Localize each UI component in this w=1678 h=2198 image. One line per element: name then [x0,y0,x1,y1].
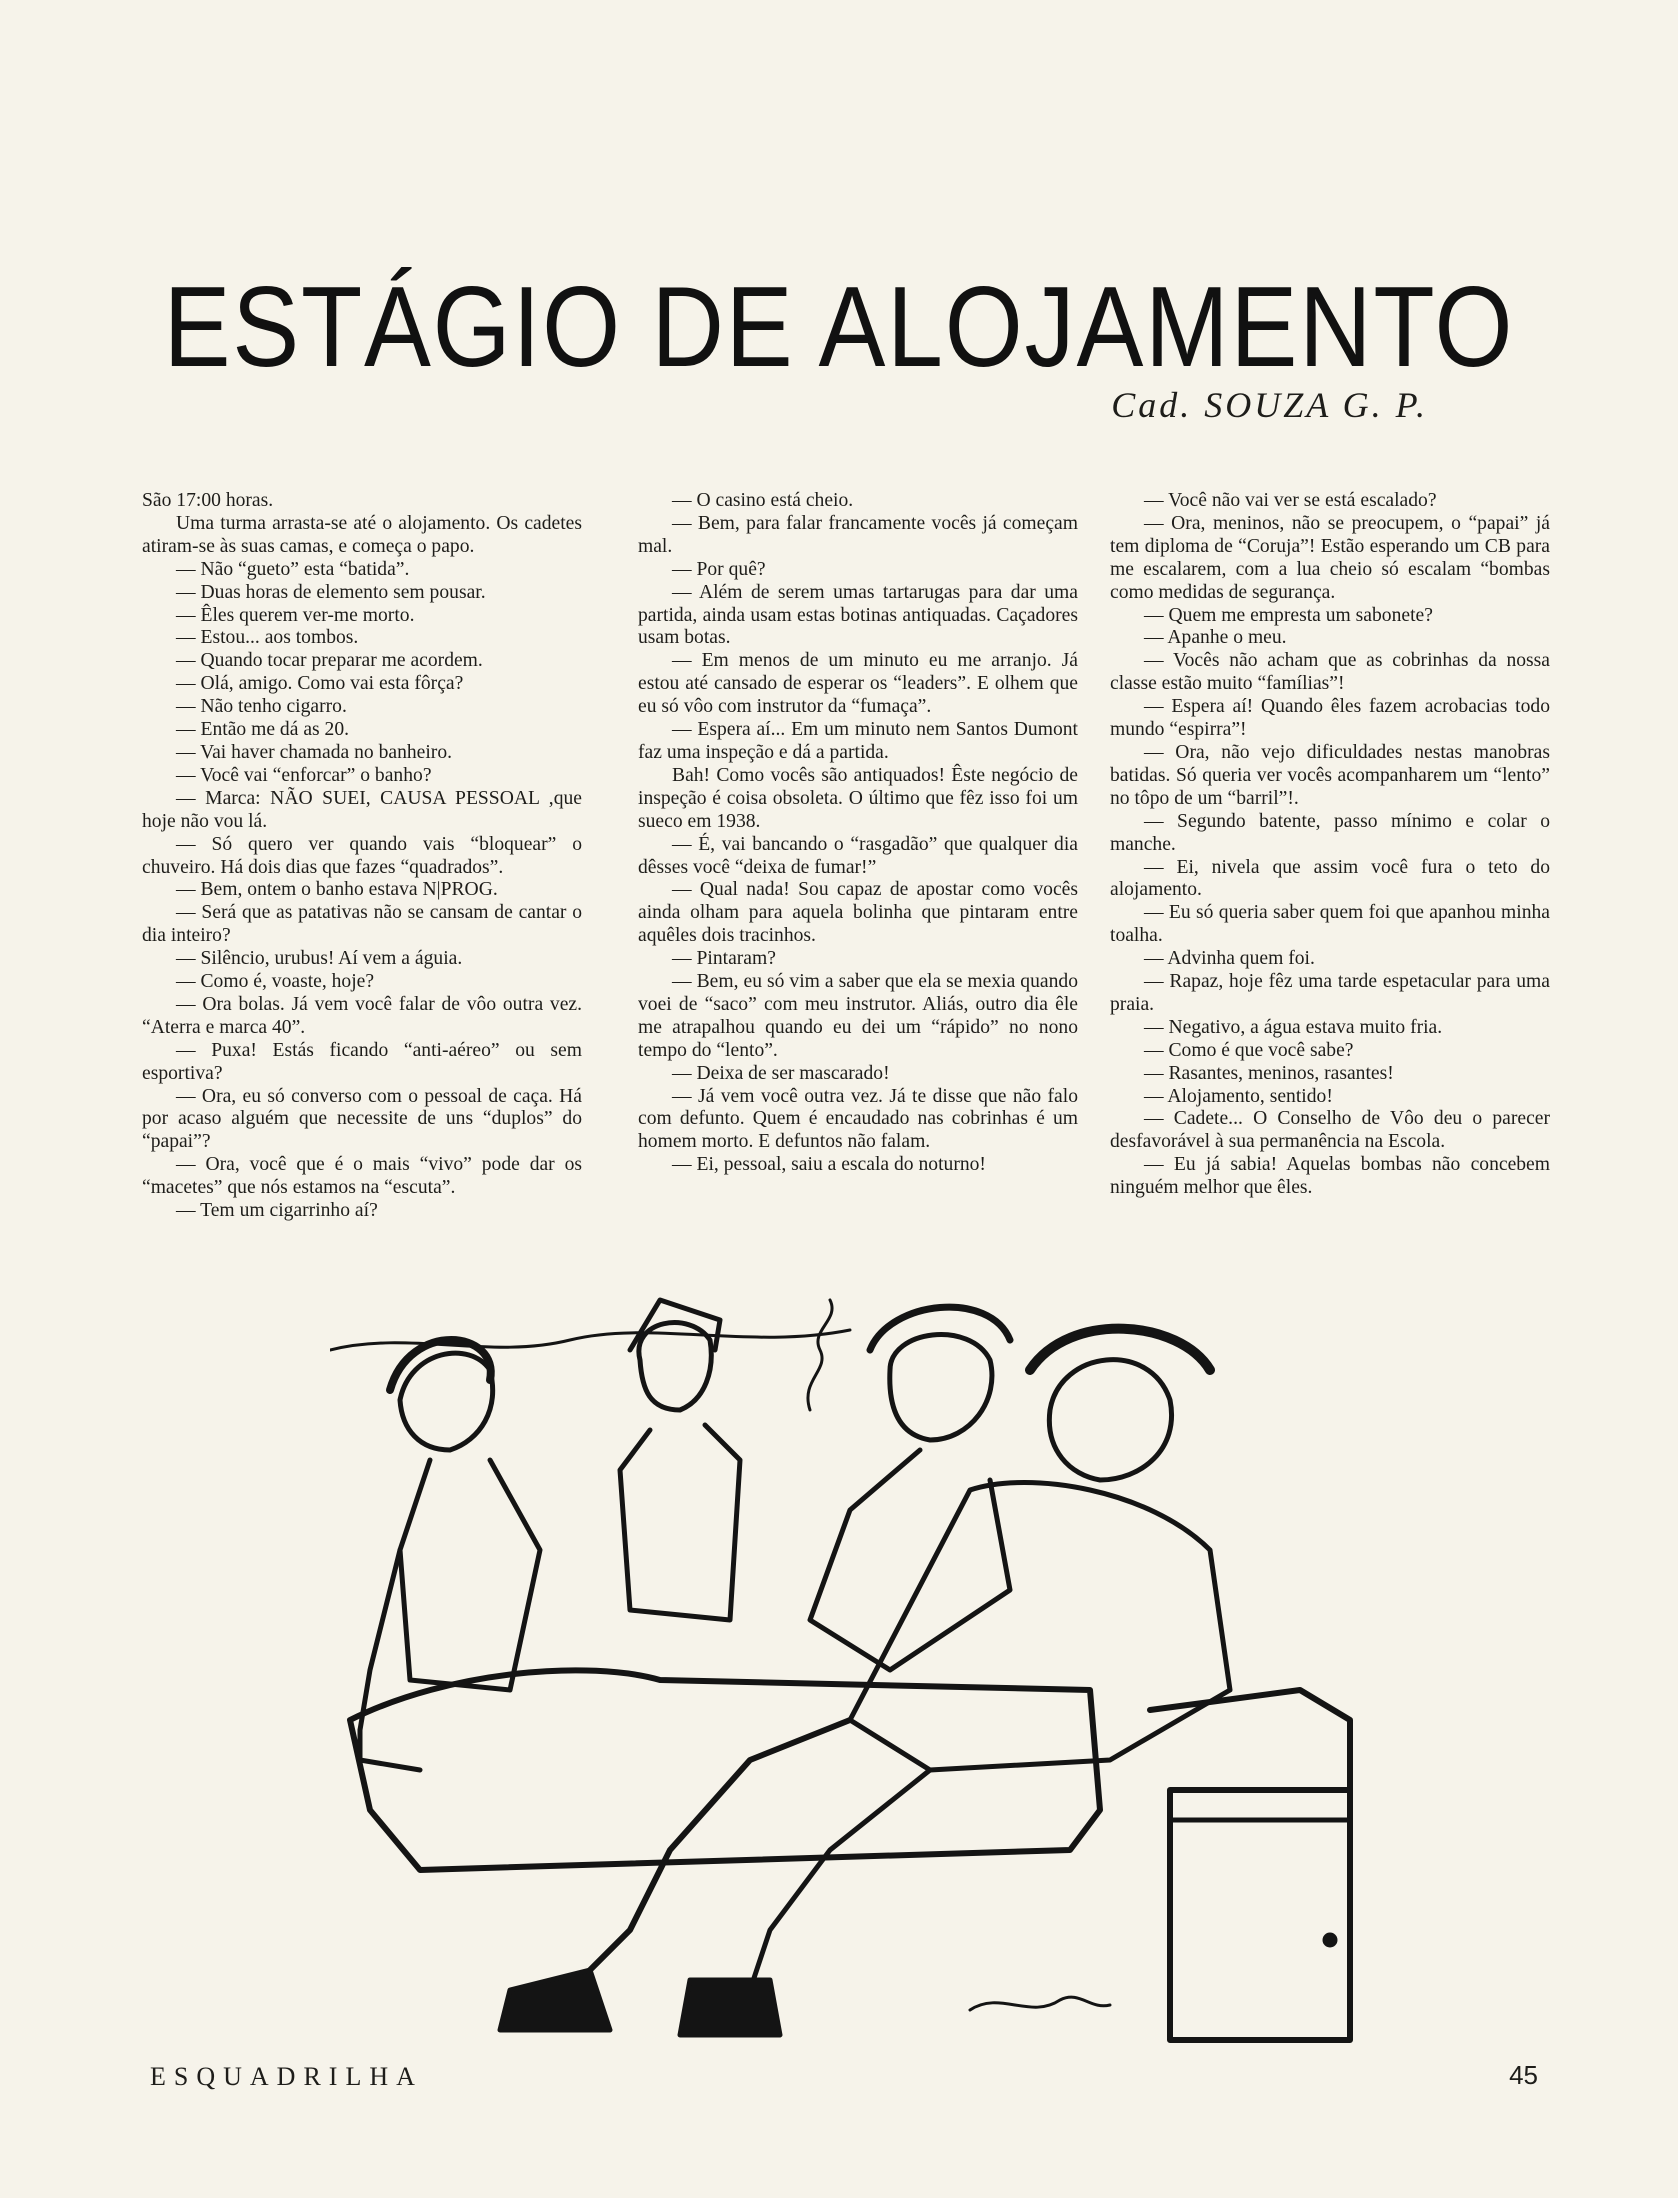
dialogue-line: — Ora, eu só converso com o pessoal de caça. Há por acaso alguém que necessite de uns “duplos” do “papai”? [142,1085,582,1153]
dialogue-line: — Qual nada! Sou capaz de apostar como vocês ainda olham para aquela bolinha que pintaram entre aquêles dois tracinhos. [638,879,1078,947]
dialogue-line: — Estou... aos tombos. [176,627,359,649]
dialogue-line: — Quando tocar preparar me acordem. [176,650,483,672]
dialogue-line: — Como é, voaste, hoje? [176,971,375,993]
dialogue-line: — Ora bolas. Já vem você falar de vôo outra vez. “Aterra e marca 40”. [142,993,582,1038]
dialogue-line: — Em menos de um minuto eu me arranjo. Já estou até cansado de esperar os “leaders”. E olhem que eu só vôo com instrutor da “fumaça”. [638,650,1078,718]
dialogue-line: — Silêncio, urubus! Aí vem a águia. [176,948,463,970]
text-column-3 [1110,490,1550,1200]
dialogue-line: — Duas horas de elemento sem pousar. [176,581,486,603]
dialogue-line: Bah! Como vocês são antiquados! Êste negócio de inspeção é coisa obsoleta. O último que fêz isso foi um sueco em 1938. [638,764,1078,832]
dialogue-line: — Bem, ontem o banho estava N|PROG. [176,879,498,901]
dialogue-line: — Pintaram? [672,948,776,970]
dialogue-line: Uma turma arrasta-se até o alojamento. Os cadetes atiram-se às suas camas, e começa o papo. [142,512,582,557]
dialogue-line: — Vai haver chamada no banheiro. [176,741,453,763]
dialogue-line: — Ei, nivela que assim você fura o teto do alojamento. [1110,856,1550,901]
dialogue-line: — Êles querem ver-me morto. [176,604,415,626]
dialogue-line: — Alojamento, sentido! [1144,1085,1333,1107]
dialogue-line: — Ora, meninos, não se preocupem, o “papai” já tem diploma de “Coruja”! Estão esperando um CB para me escalarem, com a lua cheio só escalam “bombas como medidas de segurança. [1110,512,1550,603]
magazine-name: ESQUADRILHA [150,2062,423,2091]
dialogue-line: — Então me dá as 20. [176,719,350,741]
dialogue-line: — Bem, eu só vim a saber que ela se mexia quando voei de “saco” com meu instrutor. Aliás, outro dia êle me atrapalhou quando eu dei um “rápido” no nono tempo do “lento”. [638,971,1078,1061]
dialogue-line: — Como é que você sabe? [1144,1039,1354,1061]
dialogue-line: — Rapaz, hoje fêz uma tarde espetacular para uma praia. [1110,971,1550,1015]
dialogue-line: — Você vai “enforcar” o banho? [176,764,432,786]
dialogue-line: — Será que as patativas não se cansam de cantar o dia inteiro? [142,902,582,947]
dialogue-line: — Espera aí! Quando êles fazem acrobacias todo mundo “espirra”! [1110,696,1550,741]
dialogue-line: — Negativo, a água estava muito fria. [1144,1016,1443,1038]
dialogue-line: — Cadete... O Conselho de Vôo deu o parecer desfavorável à sua permanência na Escola. [1110,1108,1550,1153]
dialogue-line: — Não tenho cigarro. [176,696,347,718]
dialogue-line: — Bem, para falar francamente vocês já começam mal. [638,512,1078,557]
text-column-2 [638,490,1078,1177]
dialogue-line: — Você não vai ver se está escalado? [1144,490,1437,511]
dialogue-line: — Já vem você outra vez. Já te disse que não falo com defunto. Quem é encaudado nas cobrinhas é um homem morto. E defuntos não falam. [638,1085,1078,1153]
cadets-barracks-cartoon [330,1290,1430,2050]
dialogue-line: — Marca: NÃO SUEI, CAUSA PESSOAL ,que hoje não vou lá. [142,787,582,832]
dialogue-line: — Não “gueto” esta “batida”. [176,558,410,580]
dialogue-line: — Espera aí... Em um minuto nem Santos Dumont faz uma inspeção e dá a partida. [638,719,1078,763]
dialogue-line: — Eu já sabia! Aquelas bombas não concebem ninguém melhor que êles. [1110,1154,1550,1199]
dialogue-line: — Rasantes, meninos, rasantes! [1144,1062,1394,1084]
dialogue-line: — Advinha quem foi. [1144,948,1315,970]
dialogue-line: — Eu só queria saber quem foi que apanhou minha toalha. [1110,902,1550,947]
dialogue-line: — Por quê? [672,558,766,580]
dialogue-line: — Só quero ver quando vais “bloquear” o chuveiro. Há dois dias que fazes “quadrados”. [142,833,582,878]
dialogue-line: São 17:00 horas. [142,490,274,511]
dialogue-line: — É, vai bancando o “rasgadão” que qualquer dia dêsses você “deixa de fumar!” [638,833,1078,878]
dialogue-line: — Deixa de ser mascarado! [672,1062,890,1084]
dialogue-line: — Ei, pessoal, saiu a escala do noturno! [672,1154,986,1176]
dialogue-line: — Ora, não vejo dificuldades nestas manobras batidas. Só queria ver vocês acompanharem um “lento” no tôpo de um “barril”!. [1110,741,1550,809]
dialogue-line: — Puxa! Estás ficando “anti-aéreo” ou sem esportiva? [142,1039,582,1084]
dialogue-line: — Segundo batente, passo mínimo e colar o manche. [1110,810,1550,855]
dialogue-line: — Olá, amigo. Como vai esta fôrça? [176,673,464,695]
dialogue-line: — Vocês não acham que as cobrinhas da nossa classe estão muito “famílias”! [1110,650,1550,695]
dialogue-line: — Quem me empresta um sabonete? [1144,604,1433,626]
dialogue-line: — Ora, você que é o mais “vivo” pode dar os “macetes” que nós estamos na “escuta”. [142,1154,582,1199]
text-column-1 [142,490,582,1223]
article-title: ESTÁGIO DE ALOJAMENTO [163,264,1515,392]
dialogue-line: — Tem um cigarrinho aí? [176,1200,378,1222]
dialogue-line: — Apanhe o meu. [1144,627,1287,649]
dialogue-line: — O casino está cheio. [672,490,854,511]
page-number: 45 [1509,2060,1538,2090]
author-byline: Cad. SOUZA G. P. [1111,385,1428,425]
dialogue-line: — Além de serem umas tartarugas para dar uma partida, ainda usam estas botinas antiquadas. Caçadores usam botas. [638,581,1078,649]
